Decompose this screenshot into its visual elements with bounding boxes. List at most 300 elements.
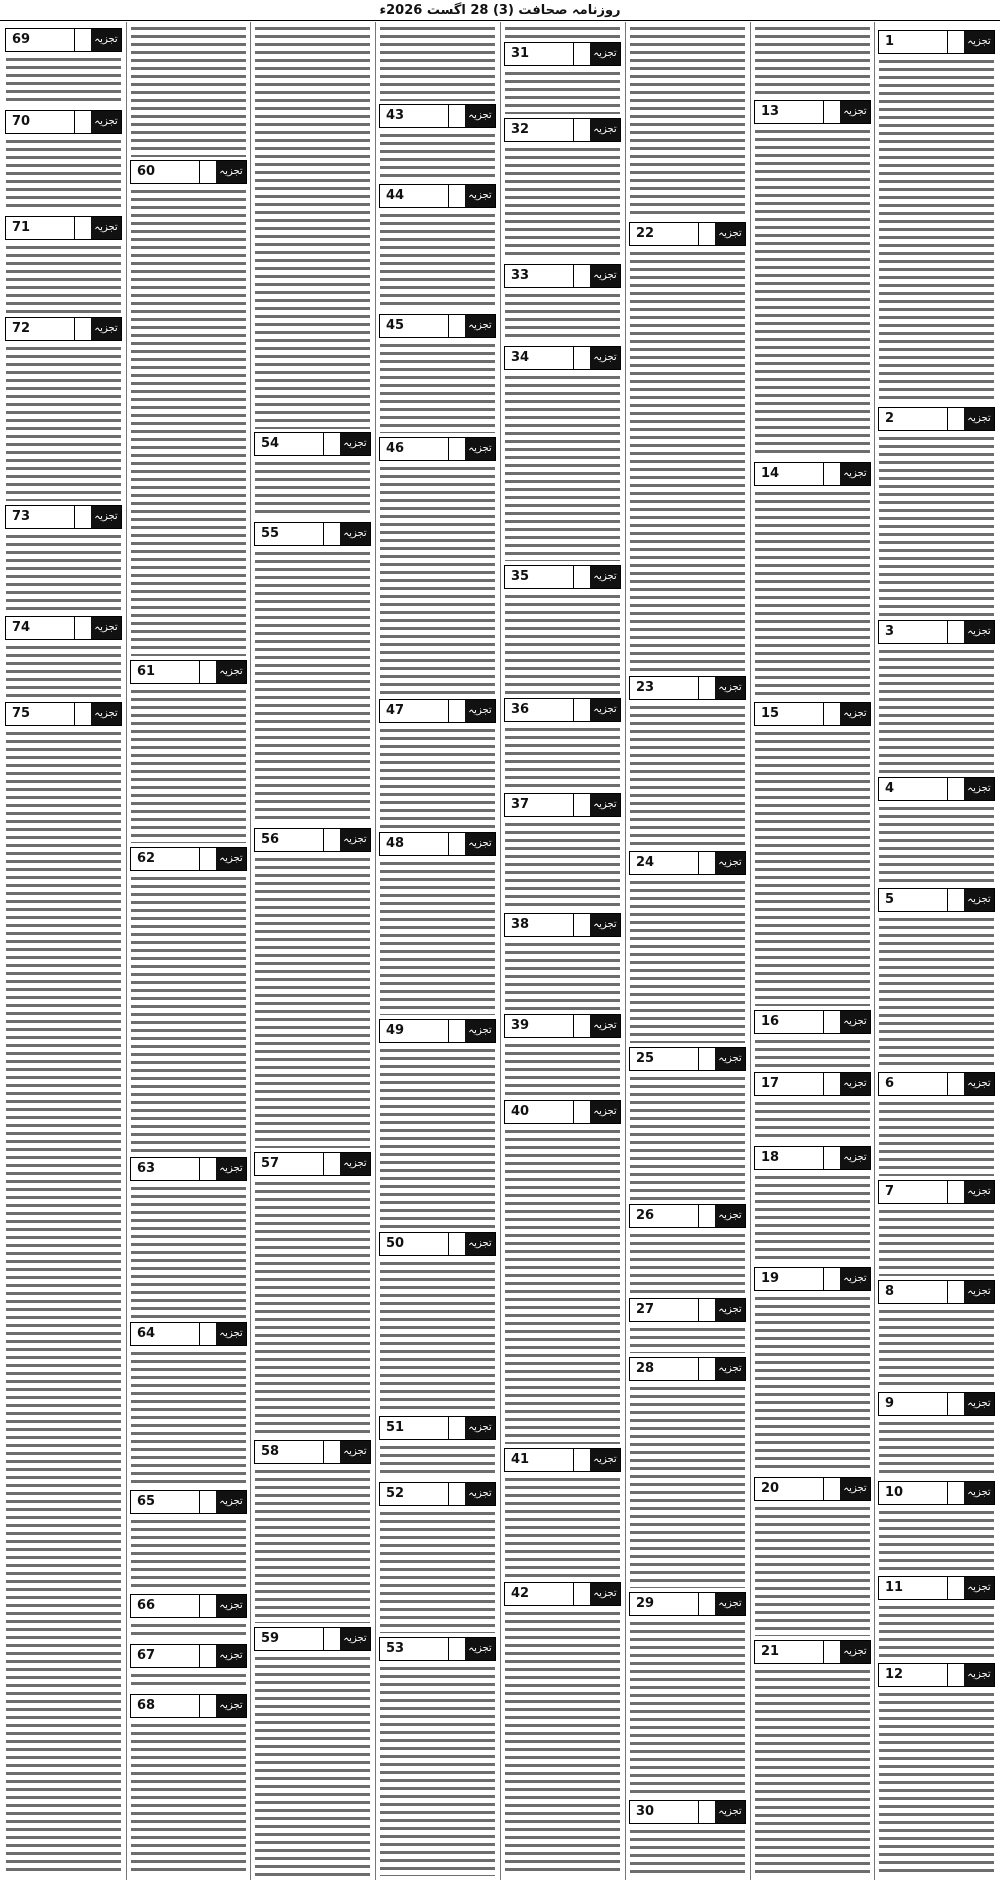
article-number: 11 <box>879 1577 948 1599</box>
article-number: 55 <box>255 523 324 545</box>
article-label: تجزیہ <box>590 566 620 588</box>
article-heading-box <box>379 832 496 856</box>
article-text <box>879 1690 994 1876</box>
article-number: 61 <box>131 661 200 683</box>
article-number: 71 <box>6 217 75 239</box>
article-text <box>630 703 745 847</box>
column-divider <box>500 22 501 1880</box>
article-text <box>380 1664 495 1876</box>
article-number: 74 <box>6 617 75 639</box>
article-label: تجزیہ <box>590 699 620 721</box>
column-5 <box>377 22 498 1880</box>
article-label: تجزیہ <box>715 1593 745 1615</box>
article-text <box>505 940 620 1010</box>
article-heading-box <box>379 1019 496 1043</box>
article-heading-box <box>379 104 496 128</box>
article-text <box>505 592 620 694</box>
article-number: 22 <box>630 223 699 245</box>
article-heading-box <box>379 699 496 723</box>
article-text <box>131 24 246 157</box>
article-heading-box <box>504 1014 621 1038</box>
article-text <box>6 55 121 106</box>
article-number: 53 <box>380 1638 449 1660</box>
article-label: تجزیہ <box>964 1181 994 1203</box>
article-label: تجزیہ <box>715 1048 745 1070</box>
article-label: تجزیہ <box>964 408 994 430</box>
article-label: تجزیہ <box>465 1483 495 1505</box>
article-label: تجزیہ <box>590 914 620 936</box>
article-number: 68 <box>131 1695 200 1717</box>
article-number: 70 <box>6 111 75 133</box>
article-heading-box <box>754 100 871 124</box>
article-number: 46 <box>380 438 449 460</box>
article-label: تجزیہ <box>840 1641 870 1663</box>
article-text <box>255 1179 370 1436</box>
article-text <box>630 878 745 1043</box>
article-text <box>505 145 620 260</box>
article-text <box>505 1475 620 1578</box>
column-divider <box>250 22 251 1880</box>
article-number: 29 <box>630 1593 699 1615</box>
article-heading-box <box>379 1637 496 1661</box>
column-8 <box>3 22 124 1880</box>
article-text <box>630 1074 745 1200</box>
article-heading-box <box>754 1640 871 1664</box>
article-number: 19 <box>755 1268 824 1290</box>
article-label: تجزیہ <box>840 1147 870 1169</box>
article-number: 42 <box>505 1583 574 1605</box>
article-heading-box <box>5 616 122 640</box>
article-label: تجزیہ <box>91 617 121 639</box>
article-label: تجزیہ <box>340 433 370 455</box>
article-label: تجزیہ <box>465 833 495 855</box>
article-text <box>755 729 870 1006</box>
article-heading-box <box>254 1440 371 1464</box>
column-divider <box>625 22 626 1880</box>
article-label: تجزیہ <box>590 265 620 287</box>
article-text <box>879 1508 994 1572</box>
article-number: 32 <box>505 119 574 141</box>
article-label: تجزیہ <box>840 1268 870 1290</box>
article-text <box>380 1509 495 1633</box>
article-heading-box <box>878 1072 995 1096</box>
article-number: 12 <box>879 1664 948 1686</box>
article-text <box>131 1349 246 1486</box>
article-text <box>505 373 620 561</box>
article-label: تجزیہ <box>465 105 495 127</box>
article-label: تجزیہ <box>964 1577 994 1599</box>
article-text <box>630 249 745 672</box>
article-text <box>630 1231 745 1294</box>
article-label: تجزیہ <box>465 1417 495 1439</box>
article-text <box>380 1046 495 1228</box>
article-heading-box <box>130 1490 247 1514</box>
article-number: 45 <box>380 315 449 337</box>
article-number: 51 <box>380 1417 449 1439</box>
article-text <box>131 1621 246 1640</box>
article-text <box>755 1099 870 1142</box>
article-heading-box <box>379 314 496 338</box>
newspaper-title: روزنامہ صحافت (3) 28 اگست 2026ء <box>379 3 621 18</box>
article-number: 37 <box>505 794 574 816</box>
article-text <box>255 1654 370 1876</box>
article-heading-box <box>629 1204 746 1228</box>
article-label: تجزیہ <box>840 101 870 123</box>
article-number: 4 <box>879 778 948 800</box>
article-heading-box <box>504 698 621 722</box>
article-heading-box <box>130 1322 247 1346</box>
article-number: 1 <box>879 31 948 53</box>
article-heading-box <box>504 793 621 817</box>
article-heading-box <box>504 565 621 589</box>
article-number: 62 <box>131 848 200 870</box>
article-text <box>380 24 495 101</box>
article-number: 41 <box>505 1449 574 1471</box>
article-heading-box <box>5 702 122 726</box>
article-number: 63 <box>131 1158 200 1180</box>
article-heading-box <box>504 1100 621 1124</box>
article-heading-box <box>878 620 995 644</box>
article-text <box>505 291 620 342</box>
article-text <box>6 643 121 698</box>
article-text <box>131 874 246 1153</box>
article-heading-box <box>878 777 995 801</box>
article-text <box>255 459 370 518</box>
article-text <box>255 24 370 429</box>
article-label: تجزیہ <box>715 223 745 245</box>
article-number: 31 <box>505 43 574 65</box>
article-heading-box <box>629 222 746 246</box>
article-label: تجزیہ <box>216 848 246 870</box>
article-heading-box <box>379 1232 496 1256</box>
article-heading-box <box>254 432 371 456</box>
article-heading-box <box>5 28 122 52</box>
article-label: تجزیہ <box>216 1595 246 1617</box>
column-3 <box>627 22 748 1880</box>
article-label: تجزیہ <box>964 778 994 800</box>
article-heading-box <box>130 160 247 184</box>
article-label: تجزیہ <box>840 463 870 485</box>
column-2 <box>752 22 873 1880</box>
article-number: 16 <box>755 1011 824 1033</box>
article-text <box>6 729 121 1876</box>
article-text <box>380 131 495 180</box>
article-number: 18 <box>755 1147 824 1169</box>
article-number: 21 <box>755 1641 824 1663</box>
article-heading-box <box>5 505 122 529</box>
article-number: 7 <box>879 1181 948 1203</box>
article-number: 73 <box>6 506 75 528</box>
article-heading-box <box>629 1047 746 1071</box>
article-number: 34 <box>505 347 574 369</box>
article-number: 23 <box>630 677 699 699</box>
article-label: تجزیہ <box>840 1478 870 1500</box>
article-label: تجزیہ <box>715 1299 745 1321</box>
article-number: 17 <box>755 1073 824 1095</box>
article-heading-box <box>504 1582 621 1606</box>
article-number: 26 <box>630 1205 699 1227</box>
page-header <box>0 0 1000 21</box>
article-number: 39 <box>505 1015 574 1037</box>
article-heading-box <box>878 888 995 912</box>
article-label: تجزیہ <box>91 217 121 239</box>
article-text <box>755 1294 870 1473</box>
article-label: تجزیہ <box>964 31 994 53</box>
article-text <box>879 1419 994 1477</box>
article-label: تجزیہ <box>590 119 620 141</box>
article-text <box>131 1721 246 1876</box>
article-number: 35 <box>505 566 574 588</box>
article-label: تجزیہ <box>964 1393 994 1415</box>
article-label: تجزیہ <box>715 852 745 874</box>
article-number: 64 <box>131 1323 200 1345</box>
article-heading-box <box>379 184 496 208</box>
article-number: 65 <box>131 1491 200 1513</box>
article-heading-box <box>878 1576 995 1600</box>
article-heading-box <box>130 1594 247 1618</box>
article-number: 24 <box>630 852 699 874</box>
article-text <box>380 464 495 695</box>
article-text <box>630 1384 745 1588</box>
article-heading-box <box>130 847 247 871</box>
article-number: 13 <box>755 101 824 123</box>
article-heading-box <box>878 1280 995 1304</box>
article-label: تجزیہ <box>216 1695 246 1717</box>
article-number: 57 <box>255 1153 324 1175</box>
article-heading-box <box>504 346 621 370</box>
article-heading-box <box>379 1416 496 1440</box>
article-label: تجزیہ <box>590 1449 620 1471</box>
column-divider <box>874 22 875 1880</box>
article-heading-box <box>629 1800 746 1824</box>
column-4 <box>502 22 623 1880</box>
article-text <box>755 24 870 97</box>
article-heading-box <box>878 30 995 54</box>
article-label: تجزیہ <box>840 703 870 725</box>
article-text <box>255 855 370 1148</box>
article-text <box>131 1517 246 1590</box>
article-label: تجزیہ <box>91 29 121 51</box>
column-divider <box>375 22 376 1880</box>
article-text <box>380 1259 495 1412</box>
article-label: تجزیہ <box>465 438 495 460</box>
article-label: تجزیہ <box>91 506 121 528</box>
article-heading-box <box>754 1010 871 1034</box>
column-divider <box>750 22 751 1880</box>
article-number: 67 <box>131 1645 200 1667</box>
article-label: تجزیہ <box>340 1441 370 1463</box>
article-text <box>6 344 121 501</box>
article-label: تجزیہ <box>216 1645 246 1667</box>
article-number: 10 <box>879 1482 948 1504</box>
article-number: 6 <box>879 1073 948 1095</box>
article-number: 2 <box>879 408 948 430</box>
article-label: تجزیہ <box>715 677 745 699</box>
article-number: 75 <box>6 703 75 725</box>
article-number: 25 <box>630 1048 699 1070</box>
article-heading-box <box>754 1477 871 1501</box>
article-number: 27 <box>630 1299 699 1321</box>
column-1 <box>876 22 997 1880</box>
article-text <box>380 859 495 1015</box>
article-heading-box <box>629 1357 746 1381</box>
article-number: 47 <box>380 700 449 722</box>
article-heading-box <box>754 462 871 486</box>
article-heading-box <box>504 913 621 937</box>
article-label: تجزیہ <box>715 1205 745 1227</box>
article-number: 33 <box>505 265 574 287</box>
article-text <box>879 1207 994 1276</box>
article-text <box>755 1037 870 1068</box>
article-heading-box <box>130 1694 247 1718</box>
column-6 <box>252 22 373 1880</box>
article-label: تجزیہ <box>715 1801 745 1823</box>
article-text <box>255 549 370 824</box>
article-text <box>505 1609 620 1876</box>
article-label: تجزیہ <box>340 523 370 545</box>
article-text <box>255 1467 370 1623</box>
article-label: تجزیہ <box>340 1153 370 1175</box>
article-number: 44 <box>380 185 449 207</box>
article-number: 59 <box>255 1628 324 1650</box>
article-text <box>879 24 994 27</box>
article-heading-box <box>504 118 621 142</box>
article-label: تجزیہ <box>590 43 620 65</box>
article-number: 56 <box>255 829 324 851</box>
article-text <box>879 1603 994 1659</box>
article-number: 8 <box>879 1281 948 1303</box>
article-heading-box <box>878 1663 995 1687</box>
article-text <box>505 1127 620 1444</box>
article-number: 15 <box>755 703 824 725</box>
article-text <box>505 725 620 789</box>
article-number: 14 <box>755 463 824 485</box>
article-text <box>879 915 994 1068</box>
article-label: تجزیہ <box>590 794 620 816</box>
article-text <box>6 532 121 612</box>
article-label: تجزیہ <box>964 889 994 911</box>
article-label: تجزیہ <box>590 1101 620 1123</box>
article-number: 66 <box>131 1595 200 1617</box>
article-label: تجزیہ <box>216 1323 246 1345</box>
article-number: 50 <box>380 1233 449 1255</box>
article-heading-box <box>379 437 496 461</box>
article-text <box>131 687 246 843</box>
article-text <box>6 137 121 212</box>
article-heading-box <box>254 1152 371 1176</box>
article-text <box>879 804 994 884</box>
article-label: تجزیہ <box>715 1358 745 1380</box>
article-label: تجزیہ <box>964 1664 994 1686</box>
article-text <box>755 1667 870 1876</box>
article-text <box>755 1504 870 1636</box>
article-label: تجزیہ <box>590 347 620 369</box>
article-text <box>755 1173 870 1263</box>
article-label: تجزیہ <box>465 1638 495 1660</box>
article-heading-box <box>878 1481 995 1505</box>
article-number: 5 <box>879 889 948 911</box>
article-text <box>755 127 870 458</box>
article-number: 58 <box>255 1441 324 1463</box>
article-heading-box <box>254 1627 371 1651</box>
article-text <box>380 341 495 433</box>
article-text <box>380 1443 495 1478</box>
article-label: تجزیہ <box>465 700 495 722</box>
column-divider <box>126 22 127 1880</box>
article-label: تجزیہ <box>465 315 495 337</box>
article-text <box>630 24 745 219</box>
article-number: 3 <box>879 621 948 643</box>
article-number: 38 <box>505 914 574 936</box>
article-heading-box <box>130 1644 247 1668</box>
article-heading-box <box>754 1267 871 1291</box>
article-number: 36 <box>505 699 574 721</box>
article-label: تجزیہ <box>964 1281 994 1303</box>
article-heading-box <box>754 1146 871 1170</box>
article-heading-box <box>878 407 995 431</box>
article-heading-box <box>629 1298 746 1322</box>
article-label: تجزیہ <box>840 1073 870 1095</box>
article-heading-box <box>504 42 621 66</box>
article-label: تجزیہ <box>465 1233 495 1255</box>
article-number: 54 <box>255 433 324 455</box>
article-number: 69 <box>6 29 75 51</box>
article-number: 9 <box>879 1393 948 1415</box>
article-heading-box <box>504 1448 621 1472</box>
article-number: 72 <box>6 318 75 340</box>
article-heading-box <box>379 1482 496 1506</box>
article-label: تجزیہ <box>91 318 121 340</box>
article-text <box>6 243 121 313</box>
article-text <box>131 187 246 656</box>
article-label: تجزیہ <box>91 703 121 725</box>
article-heading-box <box>130 660 247 684</box>
article-text <box>630 1619 745 1796</box>
column-7 <box>128 22 249 1880</box>
article-text <box>505 24 620 39</box>
article-text <box>879 1307 994 1388</box>
article-text <box>630 1325 745 1353</box>
article-number: 52 <box>380 1483 449 1505</box>
article-number: 48 <box>380 833 449 855</box>
article-heading-box <box>878 1392 995 1416</box>
article-heading-box <box>504 264 621 288</box>
article-label: تجزیہ <box>340 829 370 851</box>
article-label: تجزیہ <box>590 1583 620 1605</box>
article-label: تجزیہ <box>465 185 495 207</box>
article-text <box>879 647 994 773</box>
article-heading-box <box>5 216 122 240</box>
article-text <box>131 1184 246 1318</box>
article-label: تجزیہ <box>964 621 994 643</box>
article-number: 60 <box>131 161 200 183</box>
article-text <box>879 57 994 403</box>
article-label: تجزیہ <box>964 1073 994 1095</box>
article-label: تجزیہ <box>340 1628 370 1650</box>
article-text <box>380 726 495 828</box>
article-heading-box <box>754 702 871 726</box>
article-text <box>505 820 620 909</box>
article-heading-box <box>5 110 122 134</box>
article-heading-box <box>629 851 746 875</box>
article-heading-box <box>754 1072 871 1096</box>
article-text <box>505 1041 620 1096</box>
article-label: تجزیہ <box>840 1011 870 1033</box>
article-label: تجزیہ <box>91 111 121 133</box>
article-text <box>630 1827 745 1876</box>
article-text <box>131 1671 246 1690</box>
article-number: 28 <box>630 1358 699 1380</box>
